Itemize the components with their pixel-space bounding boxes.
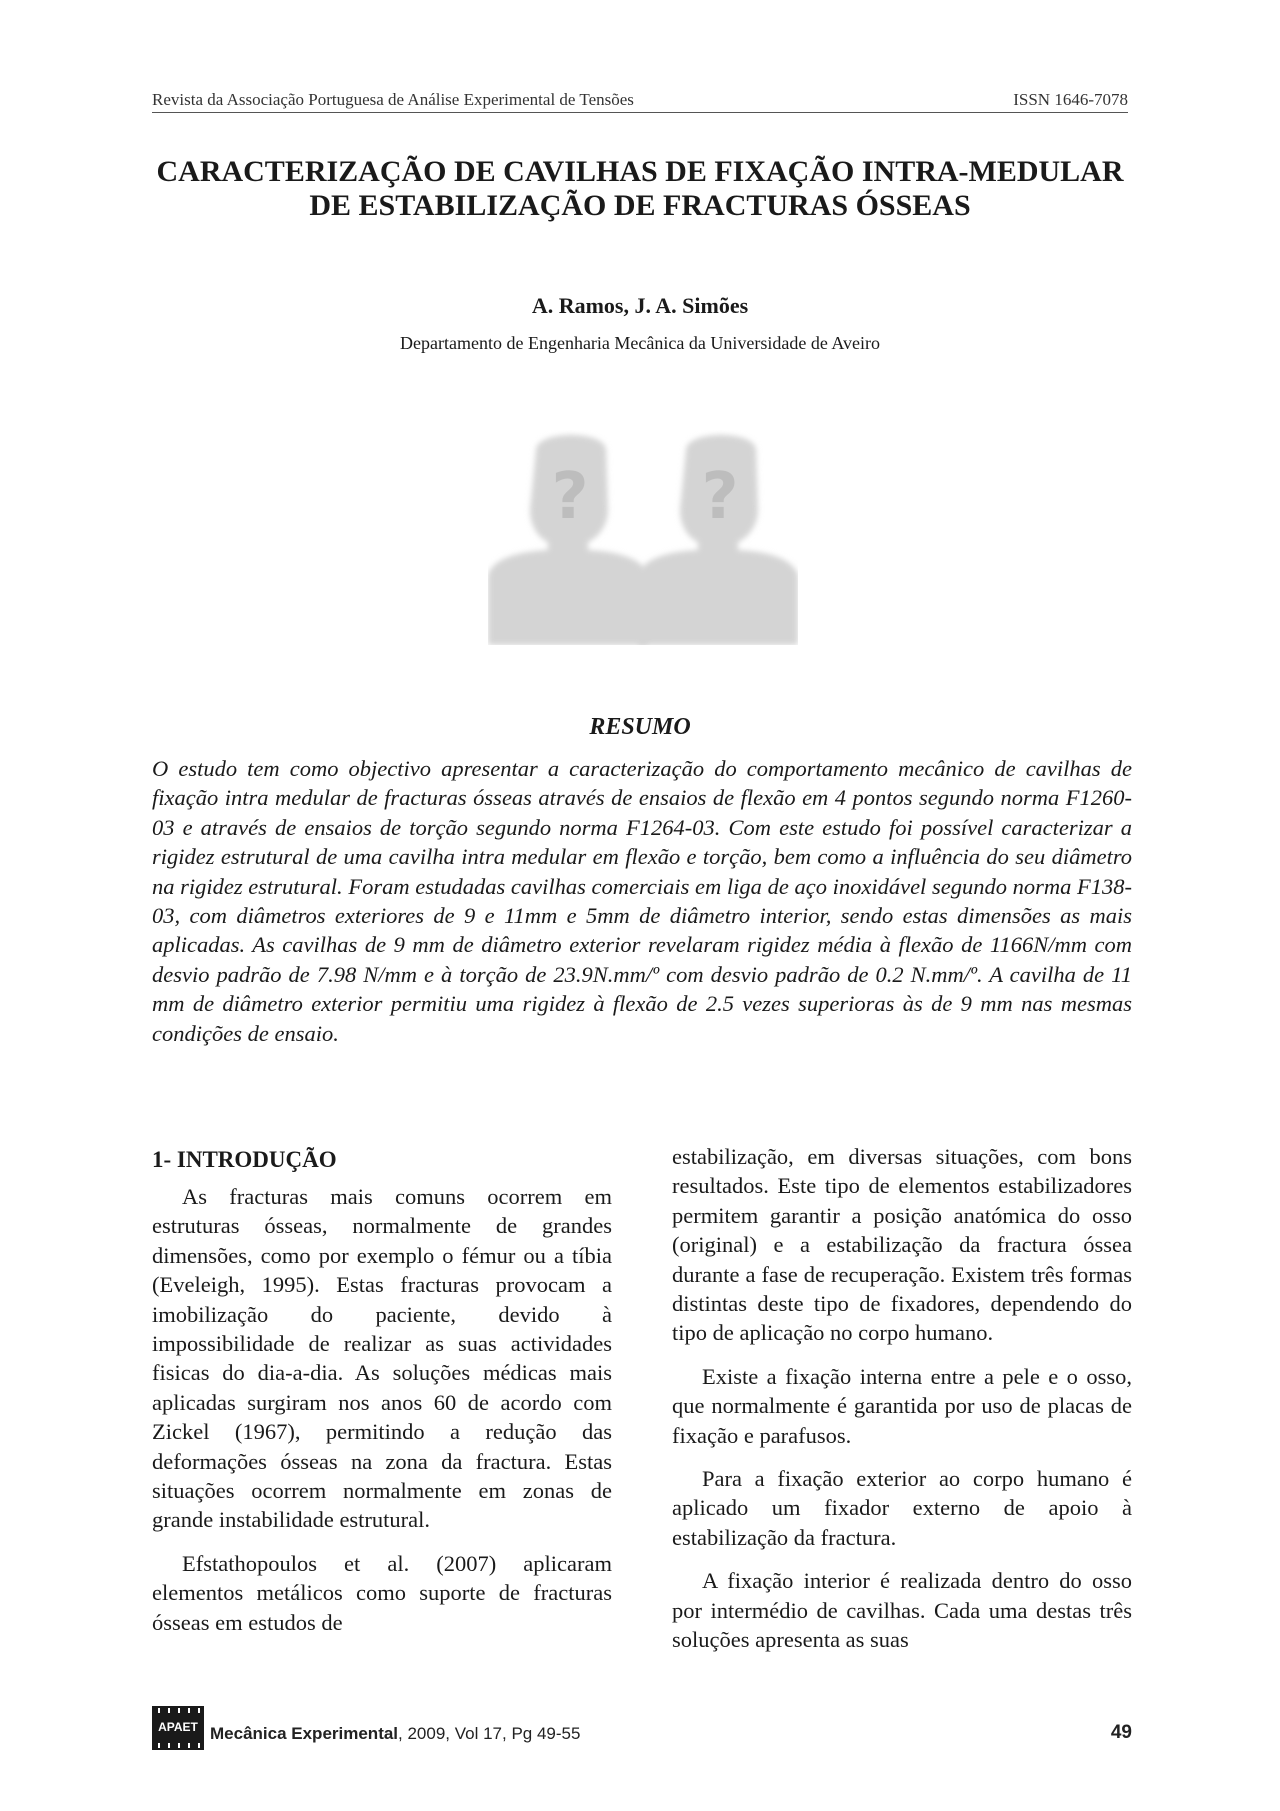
column-right — [672, 1142, 1132, 1669]
column-left — [152, 1138, 612, 1651]
running-header — [152, 90, 1128, 113]
intro-paragraph-2: Efstathopoulos et al. (2007) aplicaram elementos metálicos como suporte de fracturas ósseas em estudos de — [152, 1550, 612, 1635]
abstract-text: O estudo tem como objectivo apresentar a caracterização do comportamento mecânico de cavilhas de fixação intra medular de fracturas ósseas através de ensaios de flexão em 4 pontos segundo norma F1260-03 e através de ensaios de torção segundo norma F1264-03. Com este estudo foi possível caracterizar a rigidez estrutural de uma cavilha intra medular em flexão e torção, bem como a influência do seu diâmetro na rigidez estrutural. Foram estudadas cavilhas comerciais em liga de aço inoxidável segundo norma F138-03, com diâmetros exteriores de 9 e 11mm e 5mm de diâmetro interior, sendo estas dimensões as mais aplicadas. As cavilhas de 9 mm de diâmetro exterior revelaram rigidez média à flexão de 1166N/mm com desvio padrão de 7.98 N/mm e à torção de 23.9N.mm/º com desvio padrão de 0.2 N.mm/º. A cavilha de 11 mm de diâmetro exterior permitiu uma rigidez à flexão de 2.5 vezes superioras às de 9 mm nas mesmas condições de ensaio. — [152, 756, 1132, 1046]
question-mark-icon-2: ? — [701, 460, 739, 534]
question-mark-icon-1: ? — [551, 460, 589, 534]
intro-paragraph-2-continued: estabilização, em diversas situações, com bons resultados. Este tipo de elementos estabilizadores permitem garantir a posição anatómica do osso (original) e a estabilização da fractura óssea durante a fase de recuperação. Existem três formas distintas deste tipo de fixadores, dependendo do tipo de aplicação no corpo humano. — [672, 1144, 1132, 1346]
apaet-logo — [152, 1706, 204, 1750]
intro-paragraph-3: Existe a fixação interna entre a pele e o osso, que normalmente é garantida por uso de placas de fixação e parafusos. — [672, 1363, 1132, 1448]
footer-journal-name: Mecânica Experimental — [210, 1724, 399, 1743]
affiliation: Departamento de Engenharia Mecânica da Universidade de Aveiro — [400, 333, 880, 353]
paper-title — [140, 155, 1140, 223]
page-footer — [152, 1706, 1132, 1746]
page-number: 49 — [1110, 1722, 1132, 1743]
logo-text: APAET — [158, 1720, 198, 1734]
authors: A. Ramos, J. A. Simões — [531, 293, 749, 318]
author-photos — [488, 430, 798, 645]
title-line-1: CARACTERIZAÇÃO DE CAVILHAS DE FIXAÇÃO INTRA-MEDULAR — [156, 155, 1124, 188]
title-line-2: DE ESTABILIZAÇÃO DE FRACTURAS ÓSSEAS — [309, 189, 971, 222]
section-heading-introduction: 1- INTRODUÇÃO — [152, 1147, 337, 1172]
footer-volume-pages: , 2009, Vol 17, Pg 49-55 — [398, 1724, 581, 1743]
intro-paragraph-1: As fracturas mais comuns ocorrem em estruturas ósseas, normalmente de grandes dimensões, como por exemplo o fémur ou a tíbia (Eveleigh, 1995). Estas fracturas provocam a imobilização do paciente, devido à impossibilidade de realizar as suas actividades fisicas do dia-a-dia. As soluções médicas mais aplicadas surgiram nos anos 60 de acordo com Zickel (1967), permitindo a redução das deformações ósseas na zona da fractura. Estas situações ocorrem normalmente em zonas de grande instabilidade estrutural. — [152, 1184, 612, 1533]
footer-citation — [210, 1724, 580, 1744]
abstract-heading: RESUMO — [589, 714, 691, 740]
journal-name: Revista da Associação Portuguesa de Análise Experimental de Tensões — [152, 90, 634, 109]
issn: ISSN 1646-7078 — [1013, 90, 1128, 109]
intro-paragraph-5: A fixação interior é realizada dentro do osso por intermédio de cavilhas. Cada uma destas três soluções apresenta as suas — [672, 1568, 1132, 1653]
intro-paragraph-4: Para a fixação exterior ao corpo humano é aplicado um fixador externo de apoio à estabilização da fractura. — [672, 1466, 1132, 1550]
